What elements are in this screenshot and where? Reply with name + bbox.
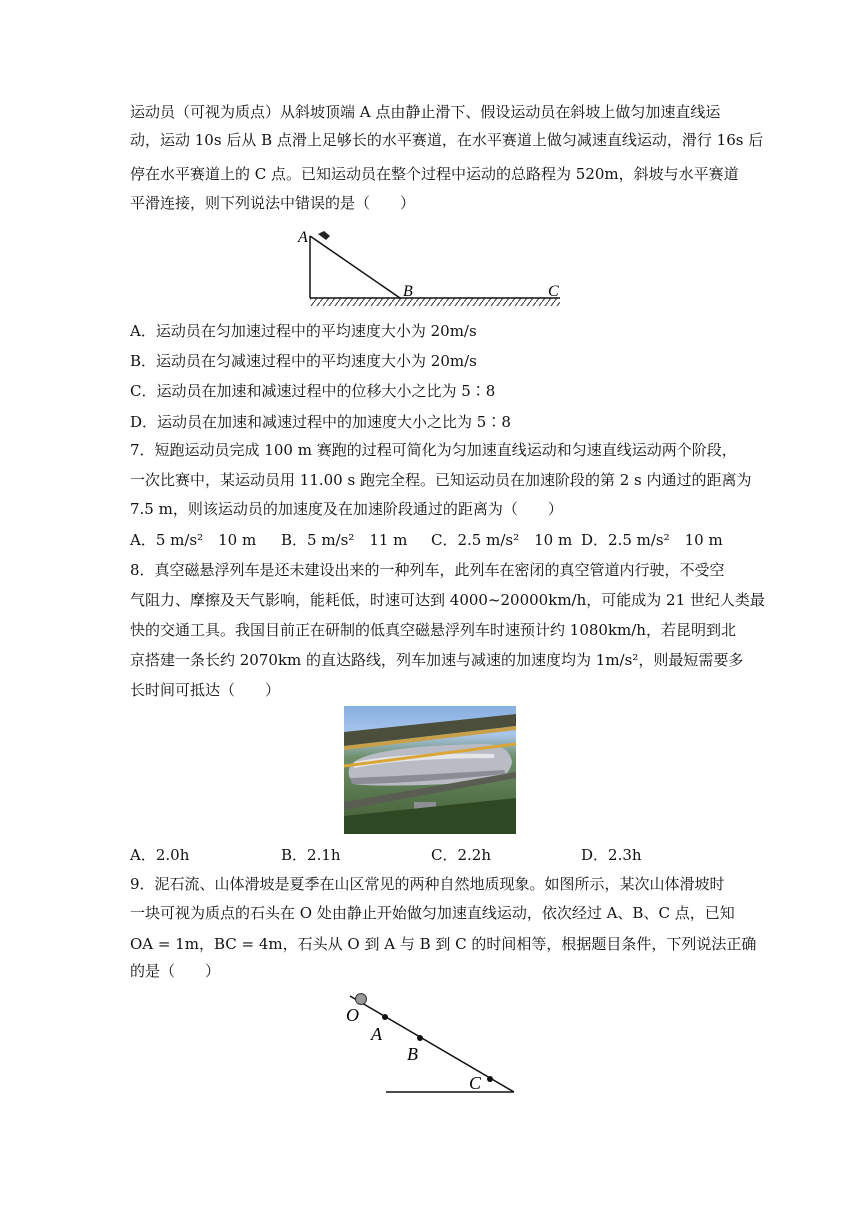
q7-line-1: 7．短跑运动员完成 100 m 赛跑的过程可简化为匀加速直线运动和匀速直线运动两个阶段， (130, 441, 737, 459)
q8-line-3: 快的交通工具。我国目前正在研制的低真空磁悬浮列车时速预计约 1080km/h，若昆明到北 (130, 621, 736, 639)
label-b2: B (407, 1044, 418, 1064)
q7-option-a: A．5 m/s² 10 m (130, 531, 257, 549)
maglev-train-image (344, 706, 516, 834)
skier-icon (318, 231, 330, 240)
label-c2: C (469, 1073, 482, 1093)
point-b (417, 1035, 423, 1041)
landslide-diagram (340, 988, 520, 1098)
q6-option-a: A．运动员在匀加速过程中的平均速度大小为 20m/s (130, 322, 477, 340)
rock-icon (356, 994, 367, 1005)
q7-option-d: D．2.5 m/s² 10 m (581, 531, 723, 549)
q9-line-2: 一块可视为质点的石头在 O 处由静止开始做匀加速直线运动，依次经过 A、B、C 点，已知 (130, 904, 735, 922)
q8-line-2: 气阻力、摩擦及天气影响，能耗低，时速可达到 4000~20000km/h，可能成为 21 世纪人类最 (130, 591, 765, 609)
q9-line-3: OA = 1m，BC = 4m，石头从 O 到 A 与 B 到 C 的时间相等，根据题目条件，下列说法正确 (130, 935, 757, 953)
q9-line-4: 的是（ ） (130, 962, 221, 980)
maglev-train-illustration (344, 706, 516, 834)
q8-line-5: 长时间可抵达（ ） (130, 681, 281, 699)
q9-line-1: 9．泥石流、山体滑坡是夏季在山区常见的两种自然地质现象。如图所示，某次山体滑坡时 (130, 875, 725, 893)
q6-option-c: C．运动员在加速和减速过程中的位移大小之比为 5∶8 (130, 382, 496, 400)
q7-option-c: C．2.5 m/s² 10 m (431, 531, 573, 549)
q8-option-b: B．2.1h (281, 846, 341, 864)
label-b: B (403, 283, 413, 300)
q6-line-1: 运动员（可视为质点）从斜坡顶端 A 点由静止滑下、假设运动员在斜坡上做匀加速直线运 (130, 103, 721, 121)
q6-option-d: D．运动员在加速和减速过程中的加速度大小之比为 5∶8 (130, 413, 511, 431)
point-a (382, 1014, 388, 1020)
q6-option-b: B．运动员在匀减速过程中的平均速度大小为 20m/s (130, 352, 477, 370)
q6-line-2: 动，运动 10s 后从 B 点滑上足够长的水平赛道，在水平赛道上做匀减速直线运动，滑行 16s 后 (130, 131, 764, 149)
q8-line-1: 8．真空磁悬浮列车是还未建设出来的一种列车，此列车在密闭的真空管道内行驶，不受空 (130, 561, 725, 579)
q8-line-4: 京搭建一条长约 2070km 的直达路线，列车加速与减速的加速度均为 1m/s²，则最短需要多 (130, 651, 744, 669)
q8-option-a: A．2.0h (130, 846, 190, 864)
label-a: A (298, 229, 308, 246)
q7-line-2: 一次比赛中，某运动员用 11.00 s 跑完全程。已知运动员在加速阶段的第 2 s 内通过的距离为 (130, 471, 752, 489)
q6-line-4: 平滑连接，则下列说法中错误的是（ ） (130, 194, 416, 212)
q6-line-3: 停在水平赛道上的 C 点。已知运动员在整个过程中运动的总路程为 520m，斜坡与水平赛道 (130, 165, 739, 183)
label-c: C (548, 283, 559, 300)
point-c (487, 1076, 493, 1082)
q7-option-b: B．5 m/s² 11 m (281, 531, 408, 549)
label-o: O (346, 1005, 359, 1025)
q8-option-d: D．2.3h (581, 846, 642, 864)
slope-diagram (290, 222, 580, 312)
q8-option-c: C．2.2h (431, 846, 491, 864)
q7-line-3: 7.5 m，则该运动员的加速度及在加速阶段通过的距离为（ ） (130, 500, 563, 518)
label-a2: A (371, 1024, 382, 1044)
